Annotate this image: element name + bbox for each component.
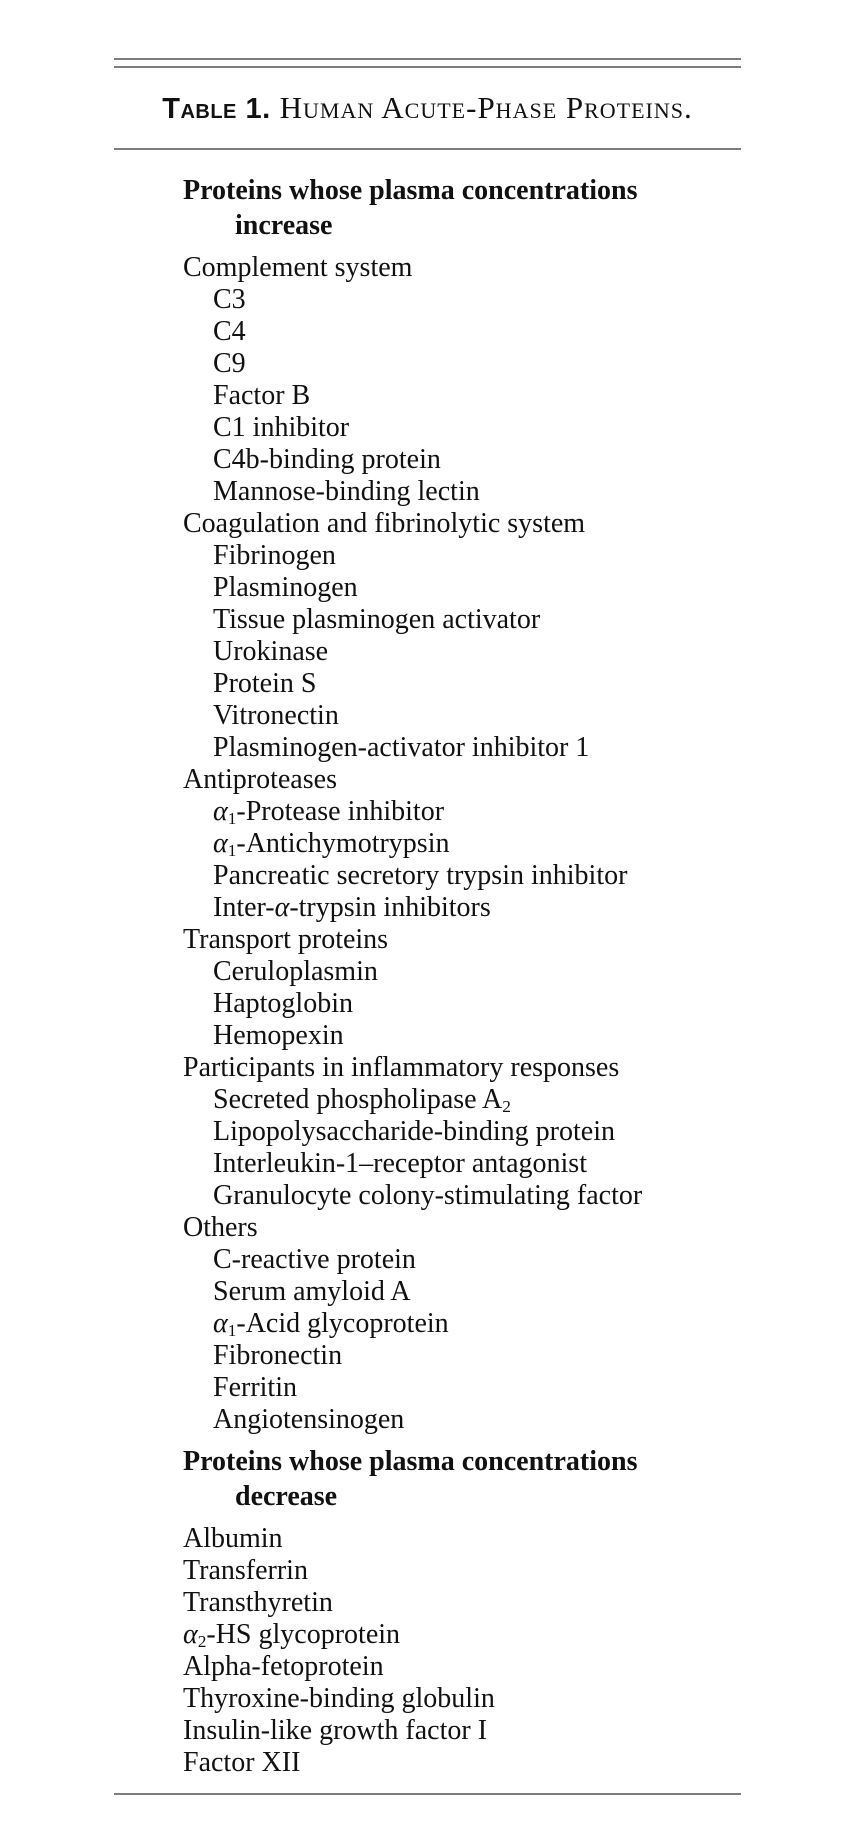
protein-row: Pancreatic secretory trypsin inhibitor [213, 860, 628, 891]
section-increase [183, 173, 783, 1436]
title-divider-rule [114, 148, 741, 150]
protein-row: C4 [213, 316, 246, 347]
protein-row: Complement system [183, 252, 413, 283]
table-title [114, 90, 741, 126]
protein-row: Inter-α-trypsin inhibitors [213, 892, 491, 923]
protein-row: Hemopexin [213, 1020, 344, 1051]
protein-row: C-reactive protein [213, 1244, 416, 1275]
protein-row: Angiotensinogen [213, 1404, 405, 1435]
protein-row: C1 inhibitor [213, 412, 350, 443]
protein-row: Urokinase [213, 636, 329, 667]
protein-row: Plasminogen-activator inhibitor 1 [213, 732, 590, 763]
protein-row: α1-Acid glycoprotein [213, 1308, 449, 1340]
protein-row: α2-HS glycoprotein [183, 1619, 401, 1651]
protein-row: C3 [213, 284, 246, 315]
protein-row: Mannose-binding lectin [213, 476, 480, 507]
bottom-rule [114, 1793, 741, 1795]
table-number-label: Table 1. [162, 93, 271, 125]
table-body [183, 173, 783, 1779]
protein-row: Granulocyte colony-stimulating factor [213, 1180, 643, 1211]
protein-row: C9 [213, 348, 246, 379]
protein-row: Ceruloplasmin [213, 956, 378, 987]
protein-row: Plasminogen [213, 572, 358, 603]
protein-row: Factor B [213, 380, 311, 411]
protein-list-increase [183, 252, 783, 1436]
protein-row: Lipopolysaccharide-binding protein [213, 1116, 615, 1147]
protein-row: Antiproteases [183, 764, 337, 795]
section-header-line1: Proteins whose plasma concentrations [183, 1446, 638, 1477]
protein-row: Alpha-fetoprotein [183, 1651, 384, 1682]
protein-row: Participants in inflammatory responses [183, 1052, 620, 1083]
protein-row: Factor XII [183, 1747, 301, 1778]
protein-row: Fibronectin [213, 1340, 343, 1371]
protein-row: α1-Antichymotrypsin [213, 828, 450, 860]
protein-row: Thyroxine-binding globulin [183, 1683, 495, 1714]
protein-row: Albumin [183, 1523, 283, 1554]
protein-row: Serum amyloid A [213, 1276, 411, 1307]
protein-row: Transferrin [183, 1555, 308, 1586]
protein-row: Coagulation and fibrinolytic system [183, 508, 586, 539]
section-header-line1: Proteins whose plasma concentrations [183, 175, 638, 206]
protein-row: α1-Protease inhibitor [213, 796, 445, 828]
protein-row: Ferritin [213, 1372, 297, 1403]
protein-row: Fibrinogen [213, 540, 336, 571]
section-decrease [183, 1444, 783, 1779]
protein-row: Protein S [213, 668, 317, 699]
protein-row: Secreted phospholipase A2 [213, 1084, 511, 1116]
protein-list-decrease [183, 1523, 783, 1779]
protein-row: Insulin-like growth factor I [183, 1715, 488, 1746]
protein-row: Vitronectin [213, 700, 339, 731]
protein-row: C4b-binding protein [213, 444, 441, 475]
protein-row: Transthyretin [183, 1587, 333, 1618]
top-double-rule-line1 [114, 58, 741, 60]
protein-row: Interleukin-1–receptor antagonist [213, 1148, 587, 1179]
top-double-rule-line2 [114, 66, 741, 68]
section-header [183, 173, 783, 243]
section-header [183, 1444, 783, 1514]
section-header-line2: decrease [235, 1481, 338, 1512]
protein-row: Tissue plasminogen activator [213, 604, 541, 635]
protein-row: Haptoglobin [213, 988, 353, 1019]
section-header-line2: increase [235, 210, 333, 241]
protein-row: Transport proteins [183, 924, 389, 955]
protein-row: Others [183, 1212, 258, 1243]
table-title-text: Human Acute-Phase Proteins. [279, 90, 693, 125]
